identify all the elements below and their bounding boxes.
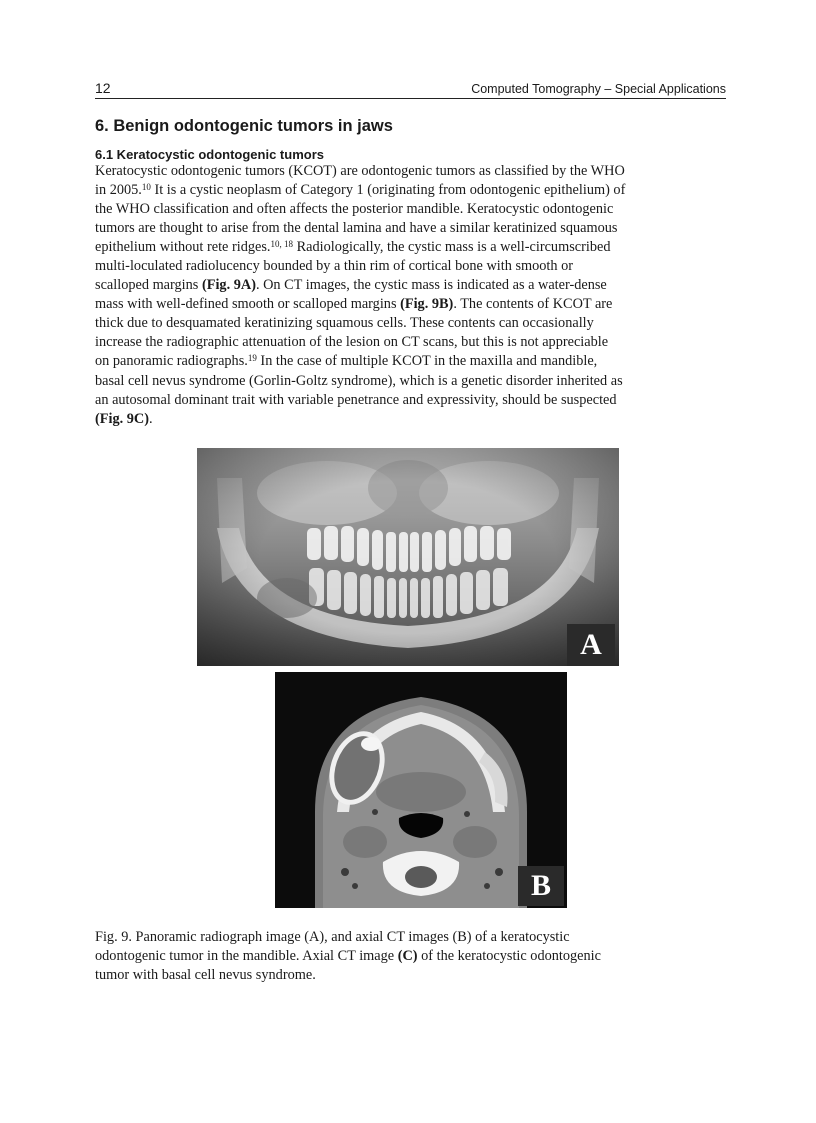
paragraph-line: tumors are thought to arise from the dental lamina and have a similar keratinized squamous — [95, 220, 618, 237]
subsection-heading: 6.1 Keratocystic odontogenic tumors — [95, 147, 324, 162]
panoramic-radiograph-image — [197, 448, 619, 666]
text-run: on panoramic radiographs. — [95, 353, 248, 370]
text-run: of the keratocystic odontogenic — [417, 948, 601, 964]
paragraph-line: thick due to desquamated keratinizing squamous cells. These contents can occasionally — [95, 315, 594, 332]
running-title: Computed Tomography – Special Applications — [471, 82, 726, 96]
paragraph-line — [95, 295, 726, 314]
paragraph-line — [95, 410, 726, 429]
caption-line: Fig. 9. Panoramic radiograph image (A), and axial CT images (B) of a keratocystic — [95, 929, 570, 945]
paragraph-line — [95, 181, 726, 200]
citation-ref: 10, 18 — [270, 239, 293, 250]
section-heading: 6. Benign odontogenic tumors in jaws — [95, 117, 393, 135]
paragraph-line: multi-loculated radiolucency bounded by a thin rim of cortical bone with smooth or — [95, 258, 574, 275]
caption-line — [95, 947, 726, 966]
paragraph-line: the WHO classification and often affects the posterior mandible. Keratocystic odontogenic — [95, 201, 614, 218]
paragraph-line: an autosomal dominant trait with variable penetrance and expressivity, should be suspected — [95, 391, 617, 408]
citation-ref: 10 — [141, 182, 151, 193]
paragraph-line — [95, 276, 726, 295]
text-run: Radiologically, the cystic mass is a well-circumscribed — [293, 239, 611, 256]
figure-ref: (Fig. 9B) — [400, 296, 454, 313]
text-run: epithelium without rete ridges. — [95, 239, 271, 256]
text-run: mass with well-defined smooth or scalloped margins — [95, 296, 401, 313]
text-run: . — [149, 410, 153, 427]
figure-ref: (C) — [397, 948, 418, 964]
text-run: . On CT images, the cystic mass is indicated as a water-dense — [255, 277, 607, 294]
figure-label-a: A — [567, 624, 615, 666]
running-header — [95, 80, 726, 99]
paragraph-line — [95, 352, 726, 371]
figure-label-b: B — [518, 866, 564, 906]
text-run: in 2005. — [95, 182, 142, 199]
page-number: 12 — [95, 80, 111, 96]
paragraph-line: increase the radiographic attenuation of the lesion on CT scans, but this is not appreciable — [95, 334, 609, 351]
text-run: It is a cystic neoplasm of Category 1 (originating from odontogenic epithelium) of — [150, 182, 626, 199]
figure-caption — [95, 928, 726, 985]
citation-ref: 19 — [247, 353, 257, 364]
body-paragraph — [95, 162, 726, 429]
paragraph-line — [95, 238, 726, 257]
paragraph-line: basal cell nevus syndrome (Gorlin-Goltz syndrome), which is a genetic disorder inherited as — [95, 372, 623, 389]
text-run: In the case of multiple KCOT in the maxilla and mandible, — [256, 353, 598, 370]
paragraph-line: Keratocystic odontogenic tumors (KCOT) are odontogenic tumors as classified by the WHO — [95, 163, 625, 179]
figure-ref: (Fig. 9C) — [95, 410, 149, 427]
text-run: scalloped margins — [95, 277, 202, 294]
caption-line: tumor with basal cell nevus syndrome. — [95, 967, 316, 983]
figure-ref: (Fig. 9A) — [201, 277, 256, 294]
text-run: odontogenic tumor in the mandible. Axial CT image — [95, 948, 398, 964]
text-run: . The contents of KCOT are — [453, 296, 613, 313]
